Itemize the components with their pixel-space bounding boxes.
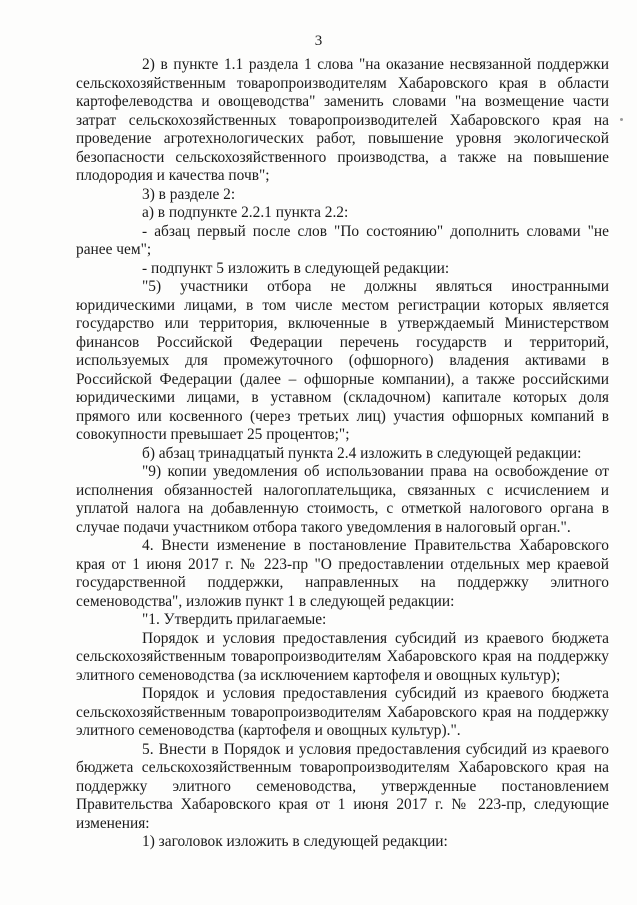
paragraph-approve: "1. Утвердить прилагаемые: bbox=[142, 611, 327, 628]
document-body bbox=[76, 56, 609, 852]
paragraph-item-2: 2) в пункте 1.1 раздела 1 слова "на оказание несвязанной поддержки сельскохозяйственным товаропроизводителям Хабаровского края в области картофелеводства и овощеводства" заменить словами "на возмещение части затрат сельскохозяйственных товаропроизводителей Хабаровского края на проведение агротехнологических работ, повышение уровня экологической безопасности сельскохозяйственного производства, а также на повышение плодородия и качества почв"; bbox=[76, 56, 609, 184]
paragraph-dash-1: - абзац первый после слов "По состоянию" дополнить словами "не ранее чем"; bbox=[76, 222, 609, 258]
paragraph-subitem-b: б) абзац тринадцатый пункта 2.4 изложить в следующей редакции: bbox=[142, 444, 582, 462]
paragraph-item-5: 5. Внести в Порядок и условия предоставления субсидий из краевого бюджета сельскохозяйственным товаропроизводителям Хабаровского края на поддержку элитного семеноводства, утвержденные постановлением Правительства Хабаровского края от 1 июня 2017 г. № 223-пр, следующие изменения: bbox=[76, 740, 609, 832]
paragraph-dash-2: - подпункт 5 изложить в следующей редакции: bbox=[142, 259, 450, 277]
paragraph-order-1: Порядок и условия предоставления субсидий из краевого бюджета сельскохозяйственным товаропроизводителям Хабаровского края на поддержку элитного семеноводства (за исключением картофеля и овощных культур); bbox=[76, 629, 609, 684]
scan-speck bbox=[620, 118, 623, 121]
paragraph-subitem-a: а) в подпункте 2.2.1 пункта 2.2: bbox=[142, 204, 349, 221]
paragraph-heading-change: 1) заголовок изложить в следующей редакции: bbox=[142, 833, 448, 850]
page-number: 3 bbox=[314, 33, 323, 49]
paragraph-quote-9: "9) копии уведомления об использовании права на освобождение от исполнения обязанностей налогоплательщика, связанных с исчислением и уплатой налога на добавленную стоимость, с отметкой налогового органа в случае подачи участником отбора такого уведомления в налоговый орган.". bbox=[76, 463, 609, 536]
paragraph-order-2: Порядок и условия предоставления субсидий из краевого бюджета сельскохозяйственным товаропроизводителям Хабаровского края на поддержку элитного семеноводства (картофеля и овощных культур).". bbox=[76, 685, 609, 739]
paragraph-quote-5: "5) участники отбора не должны являться иностранными юридическими лицами, в том числе местом регистрации которых является государство или территория, включенные в утверждаемый Министерством финансов Российской Федерации перечень государств и территорий, используемых для промежуточного (офшорного) владения активами в Российской Федерации (далее – офшорные компании), а также российскими юридическими лицами, в уставном (складочном) капитале которых доля прямого или косвенного (через третьих лиц) участия офшорных компаний в совокупности превышает 25 процентов;"; bbox=[76, 278, 609, 443]
paragraph-section-3: 3) в разделе 2: bbox=[142, 185, 236, 203]
paragraph-item-4: 4. Внести изменение в постановление Правительства Хабаровского края от 1 июня 2017 г. № 223-пр "О предоставлении отдельных мер краевой государственной поддержки, направленных на поддержку элитного семеноводства", изложив пункт 1 в следующей редакции: bbox=[76, 537, 609, 610]
